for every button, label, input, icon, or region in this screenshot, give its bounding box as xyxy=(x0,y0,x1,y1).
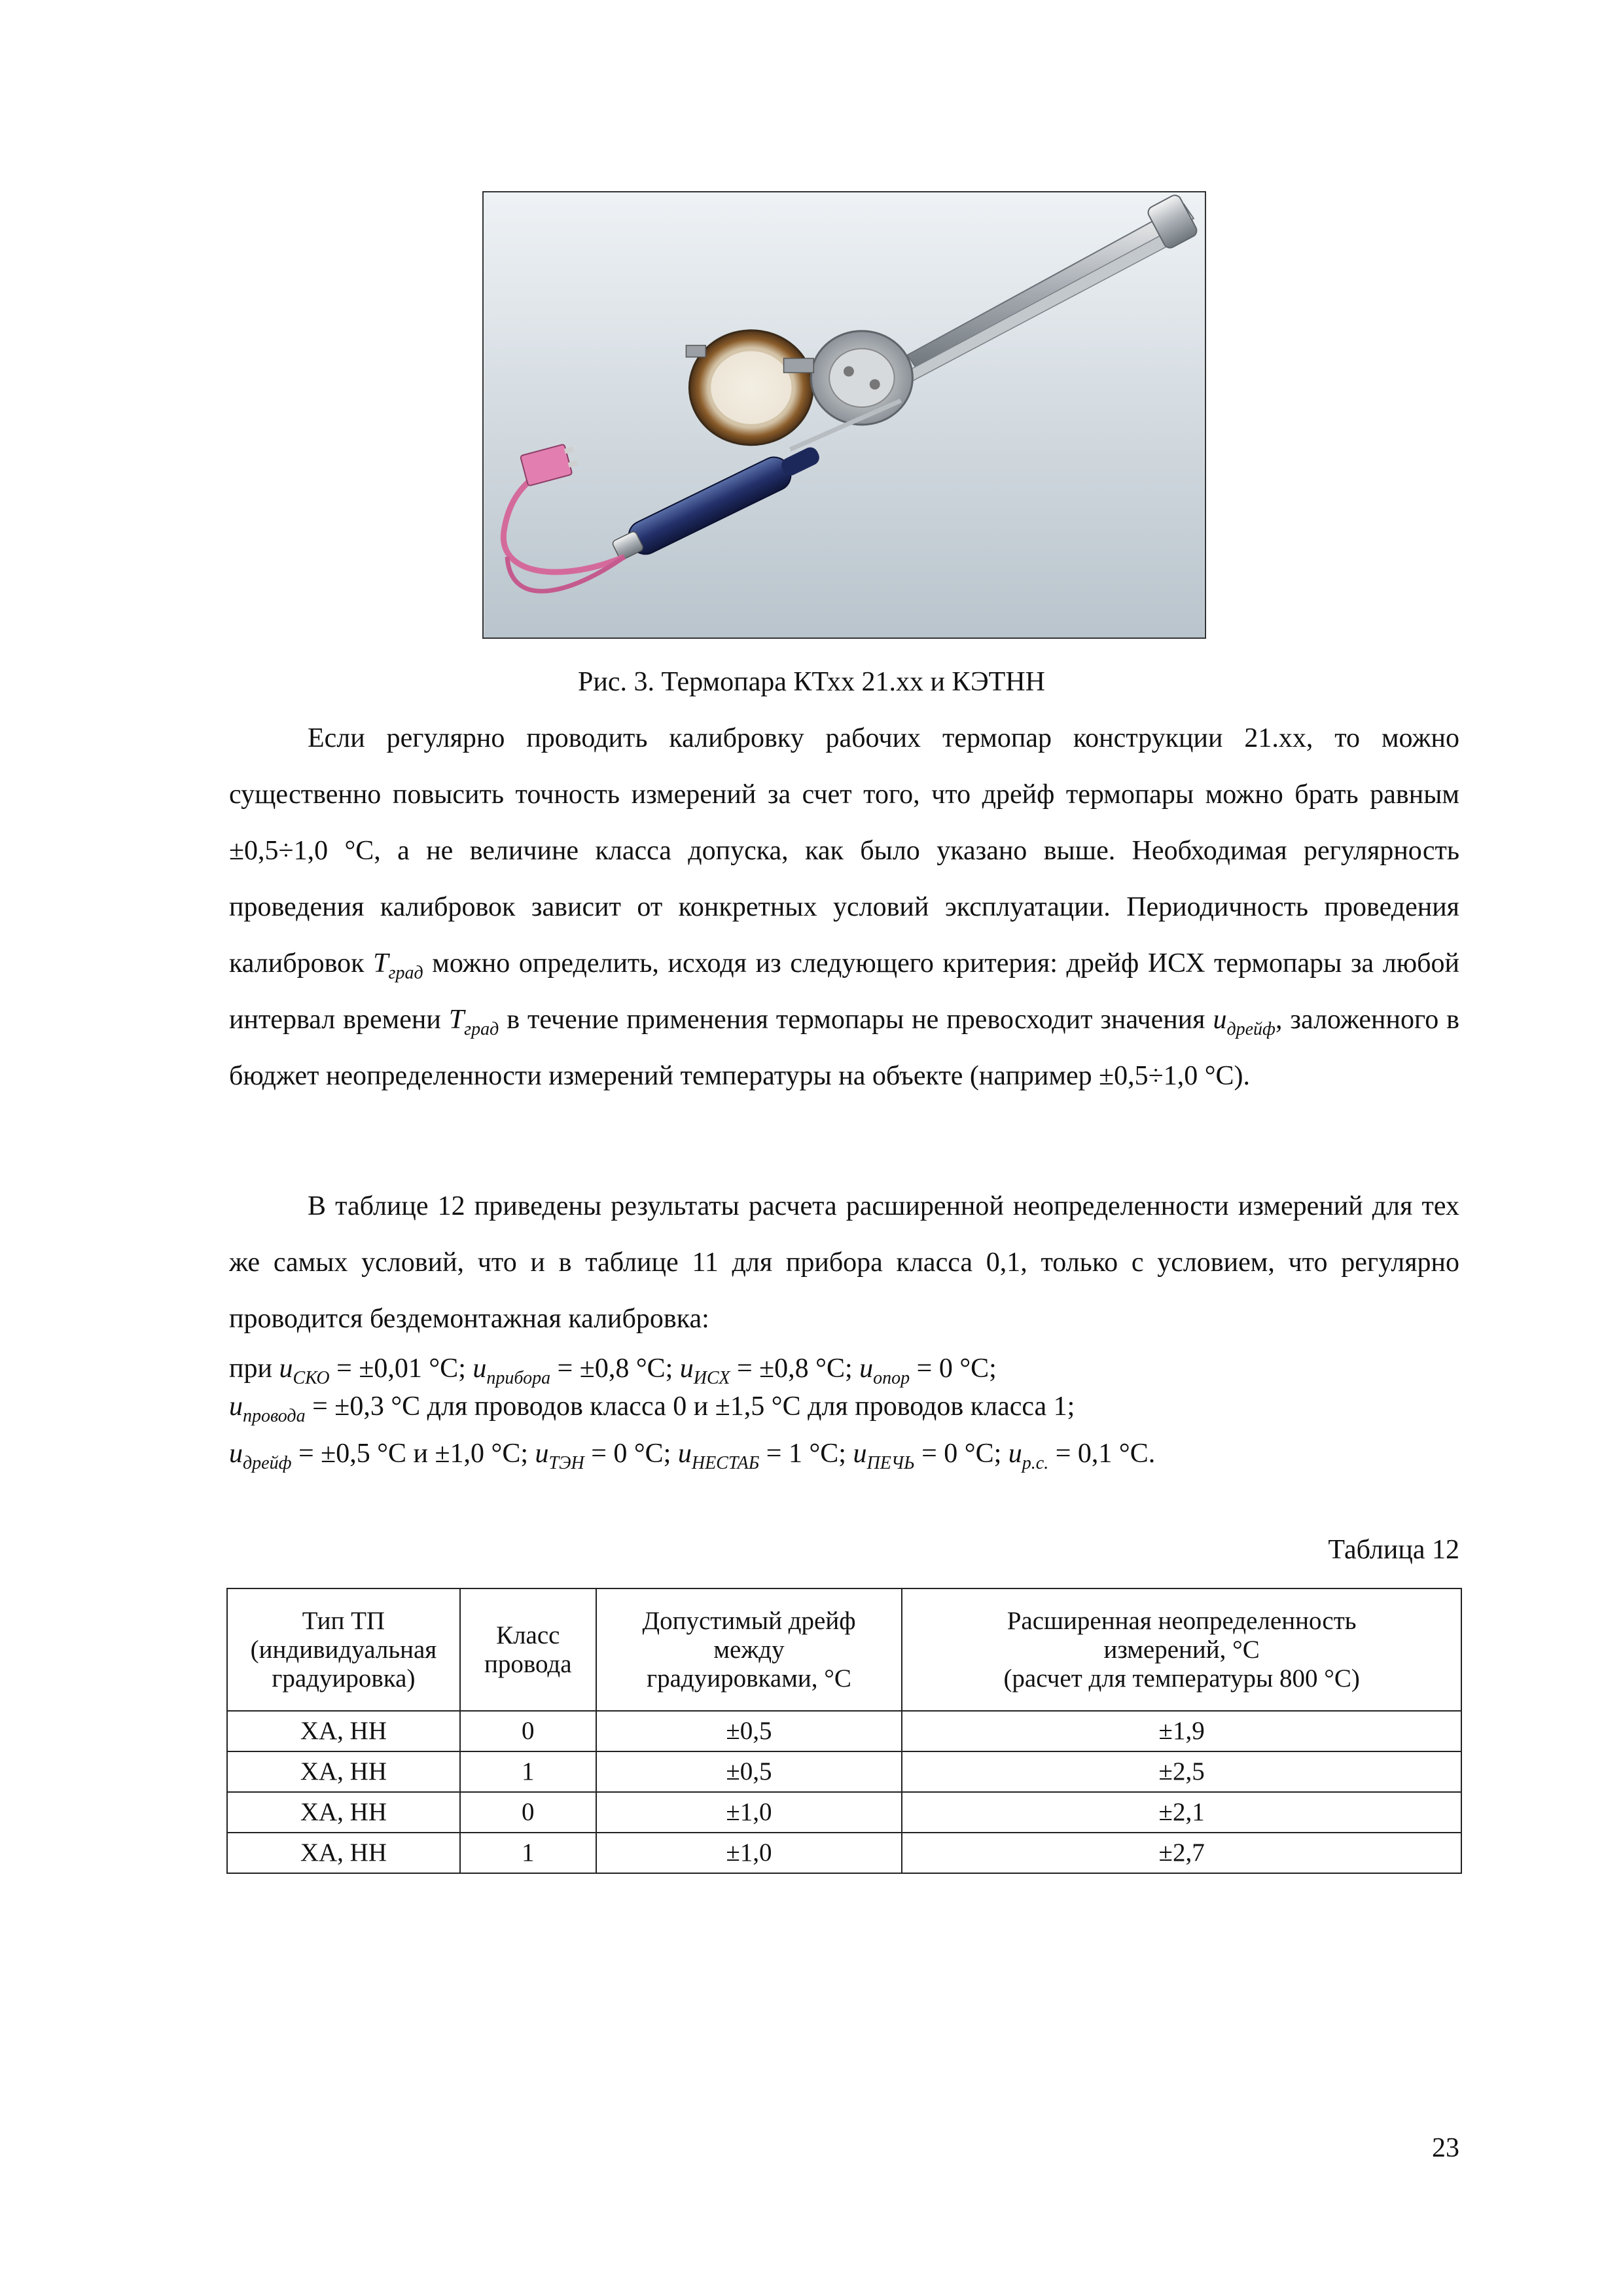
formula-line-2: $u_{провода} = \pm 0,3$ °С для проводов класса 0 и ±1,5 °С для проводов класса 1; xyxy=(229,1391,1075,1426)
formula-line-1: при $u_{СКО} = \pm 0,01$ °С; $u_{прибора} = \pm 0,8$ °С; $u_{ИСХ} = \pm 0,8$ °С; $u_{опор} = 0$ °С; xyxy=(229,1354,997,1388)
cell-drift: ±0,5 xyxy=(596,1751,902,1792)
table-row xyxy=(227,1751,1461,1792)
paragraph-table-intro xyxy=(229,1178,1459,1347)
cell-wire-class: 0 xyxy=(460,1792,596,1833)
cell-uncertainty: ±2,7 xyxy=(902,1833,1461,1873)
cell-tp-type: ХА, НН xyxy=(227,1833,460,1873)
table-row xyxy=(227,1833,1461,1873)
t-grad-symbol: $T_{град}$ xyxy=(373,948,423,983)
cell-tp-type: ХА, НН xyxy=(227,1792,460,1833)
table-header-row xyxy=(227,1588,1461,1711)
cell-uncertainty: ±2,5 xyxy=(902,1751,1461,1792)
cell-drift: ±1,0 xyxy=(596,1792,902,1833)
table-row xyxy=(227,1711,1461,1751)
cell-wire-class: 1 xyxy=(460,1751,596,1792)
formula-line-3: $u_{дрейф} = \pm 0,5$ °С и ±1,0 °С; $u_{ТЭН} = 0$ °С; $u_{НЕСТАБ} = 1$ °С; $u_{ПЕЧЬ} = 0$ °С; $u_{р.с.} = 0,1$ °С. xyxy=(229,1439,1156,1473)
header-wire-class: Класс провода xyxy=(460,1588,596,1711)
u-drift-symbol: $u_{дрейф}$ xyxy=(1213,1005,1275,1039)
paragraph-text: Если регулярно проводить калибровку рабочих термопар конструкции 21.хх, то можно существенно повысить точность измерений за счет того, что дрейф термопары можно брать равным ±0,5÷1,0 °С, а не величине класса допуска, как было указано выше. Необходимая регулярность проведения калибровок зависит от конкретных условий эксплуатации. Периодичность проведения калибровок $T_{град}$ можно определить, исходя из следующего критерия: дрейф ИСХ термопары за любой интервал времени $T_{град}$ в течение применения термопары не превосходит значения $u_{дрейф}$, заложенного в бюджет неопределенности измерений температуры на объекте (например ±0,5÷1,0 °С). xyxy=(229,723,1459,1091)
cell-tp-type: ХА, НН xyxy=(227,1751,460,1792)
cell-tp-type: ХА, НН xyxy=(227,1711,460,1751)
t-grad-symbol: $T_{град}$ xyxy=(448,1005,499,1039)
table-label: Таблица 12 xyxy=(1328,1535,1459,1565)
paragraph-text: В таблице 12 приведены результаты расчета расширенной неопределенности измерений для тех же самых условий, что и в таблице 11 для прибора класса 0,1, только с условием, что регулярно проводится бездемонтажная калибровка: xyxy=(229,1191,1459,1334)
cell-wire-class: 0 xyxy=(460,1711,596,1751)
header-expanded-uncertainty: Расширенная неопределенность измерений, °С (расчет для температуры 800 °С) xyxy=(902,1588,1461,1711)
thermocouple-figure xyxy=(482,191,1206,639)
paragraph-calibration xyxy=(229,710,1459,1104)
figure-caption: Рис. 3. Термопара КТхх 21.хх и КЭТНН xyxy=(578,667,1045,697)
header-tp-type: Тип ТП (индивидуальная градуировка) xyxy=(227,1588,460,1711)
header-allowed-drift: Допустимый дрейф между градуировками, °С xyxy=(596,1588,902,1711)
cell-wire-class: 1 xyxy=(460,1833,596,1873)
cell-drift: ±1,0 xyxy=(596,1833,902,1873)
uncertainty-table xyxy=(226,1588,1462,1874)
table-row xyxy=(227,1792,1461,1833)
cell-drift: ±0,5 xyxy=(596,1711,902,1751)
thermocouple-illustration xyxy=(484,192,1205,637)
cell-uncertainty: ±1,9 xyxy=(902,1711,1461,1751)
cell-uncertainty: ±2,1 xyxy=(902,1792,1461,1833)
page-number: 23 xyxy=(1432,2133,1459,2163)
